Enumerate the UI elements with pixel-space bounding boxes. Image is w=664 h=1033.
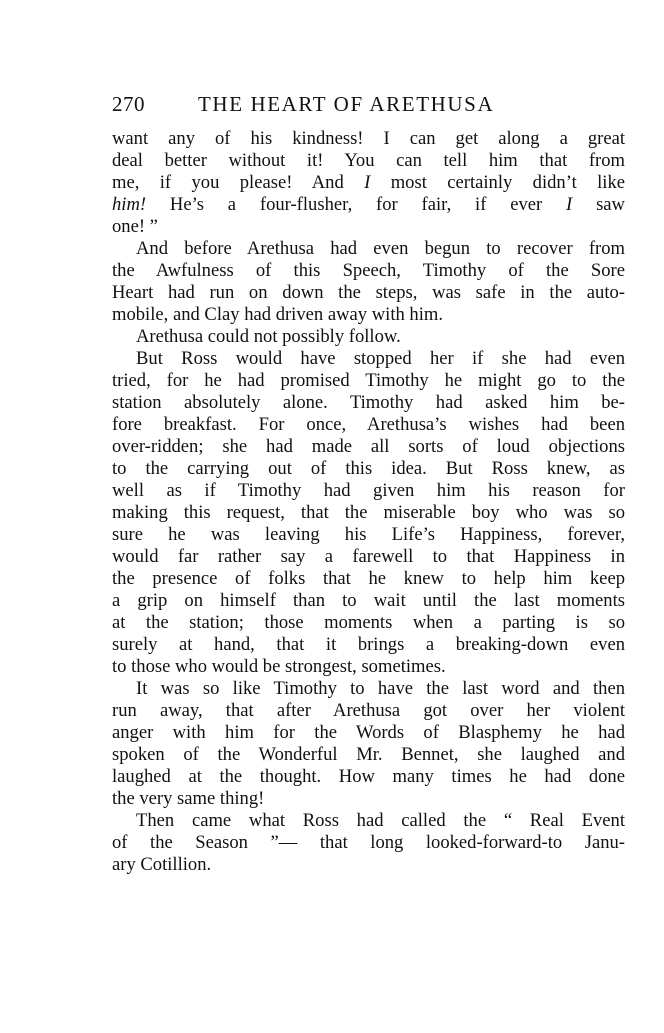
page-header: [112, 92, 625, 122]
text-line: to those who would be strongest, sometimes.: [112, 656, 446, 677]
text-line: [112, 194, 625, 216]
book-page: [112, 92, 625, 876]
line-segment: He’s a four-flusher, for fair, if ever: [146, 194, 567, 215]
paragraph-start-line: It was so like Timothy to have the last word and then: [136, 678, 625, 699]
text-line: over-ridden; she had made all sorts of loud objections: [112, 436, 625, 457]
text-line: mobile, and Clay had driven away with him.: [112, 304, 444, 325]
text-line: ary Cotillion.: [112, 854, 212, 875]
text-line: of the Season ”— that long looked-forward-to Janu-: [112, 832, 625, 853]
text-line: one! ”: [112, 216, 158, 237]
text-line: surely at hand, that it brings a breaking-down even: [112, 634, 625, 655]
page-number: 270: [112, 92, 145, 116]
text-line: making this request, that the miserable boy who was so: [112, 502, 625, 523]
italic-word: I: [364, 172, 371, 193]
text-line: station absolutely alone. Timothy had asked him be-: [112, 392, 625, 413]
text-line: would far rather say a farewell to that Happiness in: [112, 546, 625, 567]
text-line: to the carrying out of this idea. But Ross knew, as: [112, 458, 625, 479]
text-line: deal better without it! You can tell him that from: [112, 150, 625, 171]
line-segment: most certainly didn’t like: [370, 172, 626, 193]
text-line: the presence of folks that he knew to help him keep: [112, 568, 625, 589]
text-line: the Awfulness of this Speech, Timothy of the Sore: [112, 260, 625, 281]
text-line: a grip on himself than to wait until the last moments: [112, 590, 625, 611]
text-line: [112, 172, 625, 194]
running-title: THE HEART OF ARETHUSA: [198, 92, 495, 116]
paragraph-start-line: But Ross would have stopped her if she had even: [136, 348, 625, 369]
paragraph-start-line: Arethusa could not possibly follow.: [136, 326, 401, 347]
text-line: laughed at the thought. How many times he had done: [112, 766, 625, 787]
text-line: fore breakfast. For once, Arethusa’s wishes had been: [112, 414, 625, 435]
text-line: run away, that after Arethusa got over her violent: [112, 700, 625, 721]
paragraph-start-line: Then came what Ross had called the “ Real Event: [136, 810, 625, 831]
text-line: Heart had run on down the steps, was safe in the auto-: [112, 282, 625, 303]
text-line: want any of his kindness! I can get along a great: [112, 128, 625, 149]
text-line: the very same thing!: [112, 788, 265, 809]
line-segment: me, if you please! And: [112, 172, 365, 193]
text-line: spoken of the Wonderful Mr. Bennet, she laughed and: [112, 744, 625, 765]
text-line: at the station; those moments when a parting is so: [112, 612, 625, 633]
paragraph-start-line: And before Arethusa had even begun to recover from: [136, 238, 625, 259]
italic-word: I: [566, 194, 573, 215]
text-line: anger with him for the Words of Blasphemy he had: [112, 722, 625, 743]
italic-word: him!: [112, 194, 147, 215]
text-line: tried, for he had promised Timothy he might go to the: [112, 370, 625, 391]
line-segment: saw: [572, 194, 625, 215]
text-line: sure he was leaving his Life’s Happiness, forever,: [112, 524, 625, 545]
body-text: [112, 128, 625, 876]
text-line: well as if Timothy had given him his reason for: [112, 480, 625, 501]
